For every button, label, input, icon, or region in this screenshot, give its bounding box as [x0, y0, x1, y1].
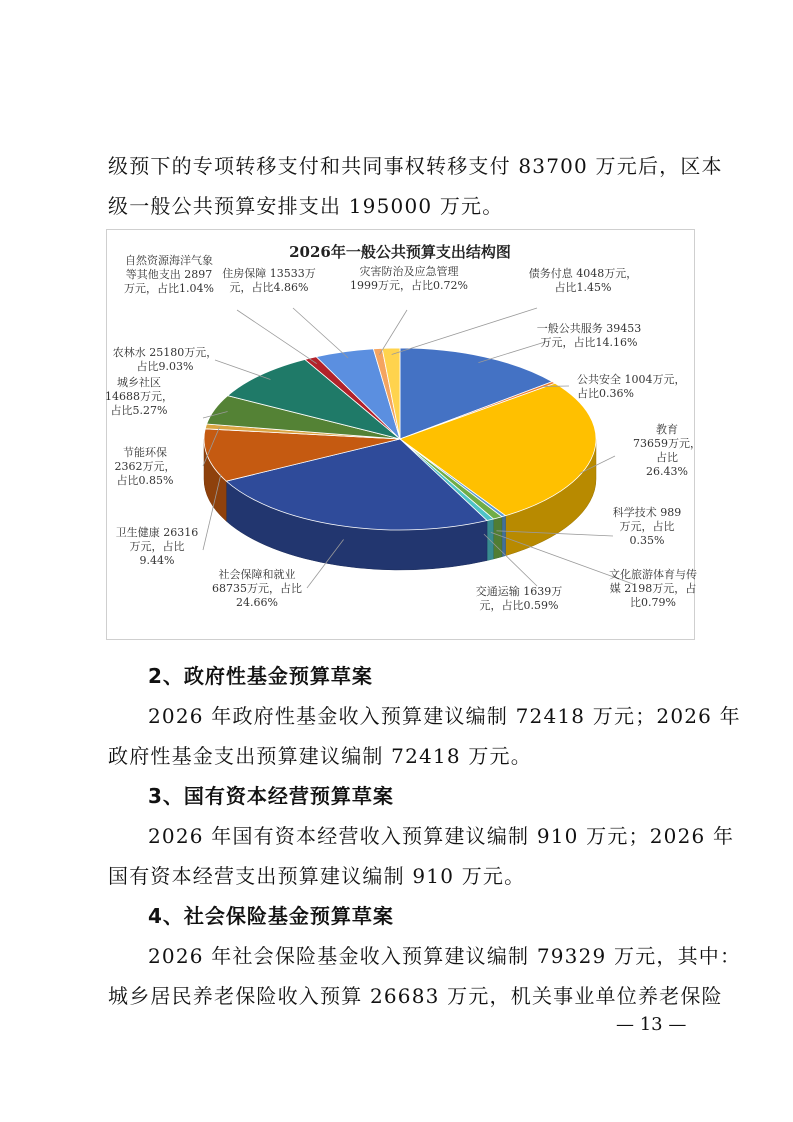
section-3-line-2: 国有资本经营支出预算建议编制 910 万元。: [108, 864, 526, 888]
data-label-line: 万元，占比: [619, 520, 675, 533]
data-label-卫生健康: [116, 525, 199, 567]
data-label-line: 文化旅游体育与传: [609, 568, 697, 581]
data-label-line: 占比9.03%: [136, 360, 194, 373]
data-label-line: 元，占比4.86%: [229, 281, 309, 294]
data-label-line: 占比0.85%: [116, 474, 174, 487]
data-label-文化旅游体育与传媒: [609, 567, 697, 609]
intro-line-1: 级预下的专项转移支付和共同事权转移支付 83700 万元后，区本: [108, 154, 723, 178]
pie-chart-figure: [105, 229, 701, 640]
data-label-债务付息: [529, 266, 638, 294]
section-2-line-2: 政府性基金支出预算建议编制 72418 万元。: [108, 744, 532, 768]
intro-line-2: 级一般公共预算安排支出 195000 万元。: [108, 194, 504, 218]
pie-side-文化旅游体育与传媒: [493, 517, 501, 559]
data-label-line: 自然资源海洋气象: [125, 254, 213, 267]
data-label-line: 等其他支出 2897: [125, 268, 213, 281]
data-label-line: 占比1.45%: [554, 281, 612, 294]
section-2-line-1: 2026 年政府性基金收入预算建议编制 72418 万元；2026 年: [148, 704, 741, 728]
data-label-line: 科学技术 989: [612, 506, 682, 519]
section-4-heading: 4、社会保险基金预算草案: [148, 904, 394, 928]
section-3-heading: 3、国有资本经营预算草案: [148, 784, 394, 808]
data-label-line: 城乡社区: [117, 376, 161, 389]
pie-chart: [105, 230, 701, 639]
data-label-line: 占比: [656, 451, 678, 464]
data-label-line: 媒 2198万元，占: [609, 582, 697, 595]
leader-line-自然资源海洋气象等其他支出: [237, 310, 317, 364]
data-label-农林水: [113, 345, 218, 373]
data-label-line: 公共安全 1004万元，: [577, 373, 686, 386]
data-label-科学技术: [613, 505, 682, 547]
data-label-line: 2362万元，: [114, 460, 176, 473]
data-label-line: 卫生健康 26316: [115, 526, 199, 539]
leader-line-债务付息: [392, 308, 537, 354]
data-label-line: 农林水 25180万元，: [112, 346, 218, 359]
section-4-line-2: 城乡居民养老保险收入预算 26683 万元，机关事业单位养老保险: [108, 984, 723, 1008]
data-label-line: 占比0.36%: [577, 387, 634, 400]
data-label-line: 73659万元，: [633, 437, 701, 450]
data-label-line: 灾害防治及应急管理: [359, 265, 459, 278]
data-label-住房保障: [222, 266, 316, 294]
data-label-节能环保: [115, 445, 176, 487]
data-label-社会保障和就业: [212, 567, 302, 609]
section-2-heading: 2、政府性基金预算草案: [148, 664, 373, 688]
data-label-line: 万元，占比1.04%: [124, 282, 214, 295]
section-4-line-1: 2026 年社会保险基金收入预算建议编制 79329 万元，其中：: [148, 944, 742, 968]
data-label-line: 9.44%: [139, 554, 175, 567]
data-label-line: 住房保障 13533万: [222, 267, 316, 280]
data-label-line: 节能环保: [123, 446, 167, 459]
data-label-line: 交通运输 1639万: [475, 585, 563, 598]
data-label-line: 社会保障和就业: [218, 568, 296, 581]
data-label-城乡社区: [105, 375, 173, 417]
page-number: — 13 —: [616, 1014, 687, 1035]
data-label-line: 教育: [656, 423, 678, 436]
data-label-line: 14688万元，: [105, 390, 173, 403]
data-label-交通运输: [476, 584, 563, 612]
data-label-line: 一般公共服务 39453: [536, 322, 642, 335]
leader-line-住房保障: [293, 308, 348, 358]
data-label-line: 万元，占比: [129, 540, 185, 553]
data-label-line: 1999万元，占比0.72%: [350, 279, 468, 292]
data-label-line: 万元，占比14.16%: [540, 336, 638, 349]
leader-line-农林水: [215, 360, 270, 379]
data-label-line: 元，占比0.59%: [479, 599, 559, 612]
data-label-line: 0.35%: [629, 534, 665, 547]
data-label-line: 26.43%: [646, 465, 688, 478]
data-label-line: 债务付息 4048万元，: [528, 267, 638, 280]
data-label-一般公共服务: [537, 321, 642, 349]
data-label-自然资源海洋气象等其他支出: [124, 253, 214, 295]
data-label-line: 68735万元，占比: [212, 582, 302, 595]
chart-title: 2026年一般公共预算支出结构图: [289, 243, 511, 261]
data-label-line: 比0.79%: [630, 596, 676, 609]
data-label-教育: [633, 422, 701, 478]
data-label-灾害防治及应急管理: [350, 264, 468, 292]
data-label-line: 占比5.27%: [110, 404, 168, 417]
section-3-line-1: 2026 年国有资本经营收入预算建议编制 910 万元；2026 年: [148, 824, 735, 848]
leader-line-一般公共服务: [478, 342, 545, 363]
data-label-line: 24.66%: [236, 596, 278, 609]
data-label-公共安全: [577, 372, 686, 400]
